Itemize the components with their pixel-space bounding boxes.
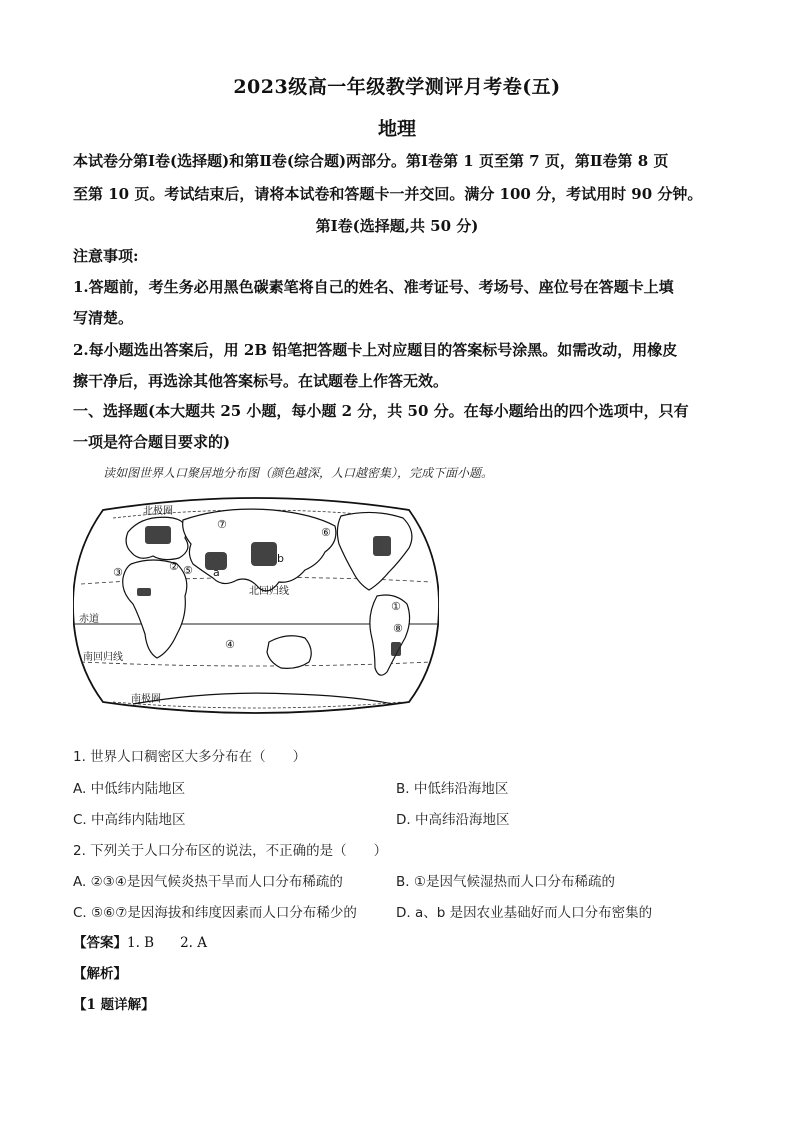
q2-option-a: A. ②③④是因气候炎热干旱而人口分布稀疏的: [73, 874, 343, 890]
q2-option-c: C. ⑤⑥⑦是因海拔和纬度因素而人口分布稀少的: [73, 905, 357, 921]
marker-5: ⑤: [183, 564, 193, 577]
note-1-line-1: 1.答题前，考生务必用黑色碳素笔将自己的姓名、准考证号、考场号、座位号在答题卡上填: [73, 278, 674, 296]
q2-option-d: D. a、b 是因农业基础好而人口分布密集的: [396, 905, 653, 921]
q1-option-c: C. 中高纬内陆地区: [73, 812, 186, 828]
answer-line: [73, 931, 207, 951]
analysis-label: 【解析】: [73, 966, 127, 982]
equator-label: 赤道: [79, 614, 99, 625]
exam-title: 2023级高一年级教学测评月考卷(五): [233, 76, 561, 98]
answer-q1: 1. B: [127, 935, 155, 951]
arctic-label: 北极圈: [143, 506, 173, 517]
notes-heading: 注意事项:: [73, 247, 139, 265]
tropic-capricorn-label: 南回归线: [83, 652, 123, 663]
tropic-cancer-label: 北回归线: [249, 586, 289, 597]
q1-option-d: D. 中高纬沿海地区: [396, 812, 510, 828]
note-1-line-2: 写清楚。: [73, 309, 134, 327]
antarctic-label: 南极圈: [131, 694, 161, 705]
marker-4: ④: [225, 638, 235, 651]
dense-area-brazil: [391, 642, 401, 656]
dense-area-b: [251, 542, 277, 566]
answer-q2: 2. A: [180, 935, 208, 951]
marker-7: ⑦: [217, 518, 227, 531]
intro-line-2: 至第 10 页。考试结束后，请将本试卷和答题卡一并交回。满分 100 分，考试用时 90 分钟。: [73, 185, 703, 203]
answer-label: 【答案】: [73, 935, 127, 951]
note-2-line-2: 擦干净后，再选涂其他答案标号。在试题卷上作答无效。: [73, 372, 449, 390]
marker-2: ②: [169, 560, 179, 573]
q1-option-b: B. 中低纬沿海地区: [396, 781, 509, 797]
subject-title: 地理: [377, 118, 416, 140]
question-2-stem: 2. 下列关于人口分布区的说法，不正确的是（ ）: [73, 843, 388, 859]
world-population-map: [73, 492, 439, 719]
dense-area-na: [373, 536, 391, 556]
detail-label: 【1 题详解】: [73, 997, 155, 1013]
intro-line-1: 本试卷分第Ⅰ卷(选择题)和第Ⅱ卷(综合题)两部分。第Ⅰ卷第 1 页至第 7 页，第Ⅱ卷第 8 页: [73, 152, 669, 170]
marker-b: b: [277, 552, 284, 565]
marker-a: a: [213, 566, 220, 579]
note-2-line-1: 2.每小题选出答案后，用 2B 铅笔把答题卡上对应题目的答案标号涂黑。如需改动，用橡皮: [73, 341, 678, 359]
marker-1: ①: [391, 600, 401, 613]
q2-option-b: B. ①是因气候湿热而人口分布稀疏的: [396, 874, 615, 890]
figure-caption: 读如图世界人口聚居地分布图（颜色越深，人口越密集），完成下面小题。: [103, 466, 494, 480]
part1-line-2: 一项是符合题目要求的): [73, 433, 231, 451]
marker-8: ⑧: [393, 622, 403, 635]
marker-3: ③: [113, 566, 123, 579]
dense-area-guinea: [137, 588, 151, 596]
question-1-stem: 1. 世界人口稠密区大多分布在（ ）: [73, 749, 307, 765]
q1-option-a: A. 中低纬内陆地区: [73, 781, 186, 797]
australia-landmass: [267, 636, 311, 669]
section-title: 第Ⅰ卷(选择题,共 50 分): [315, 217, 479, 235]
marker-6: ⑥: [321, 526, 331, 539]
part1-line-1: 一、选择题(本大题共 25 小题，每小题 2 分，共 50 分。在每小题给出的四个选项中，只有: [73, 402, 689, 420]
dense-area-europe: [145, 526, 171, 544]
